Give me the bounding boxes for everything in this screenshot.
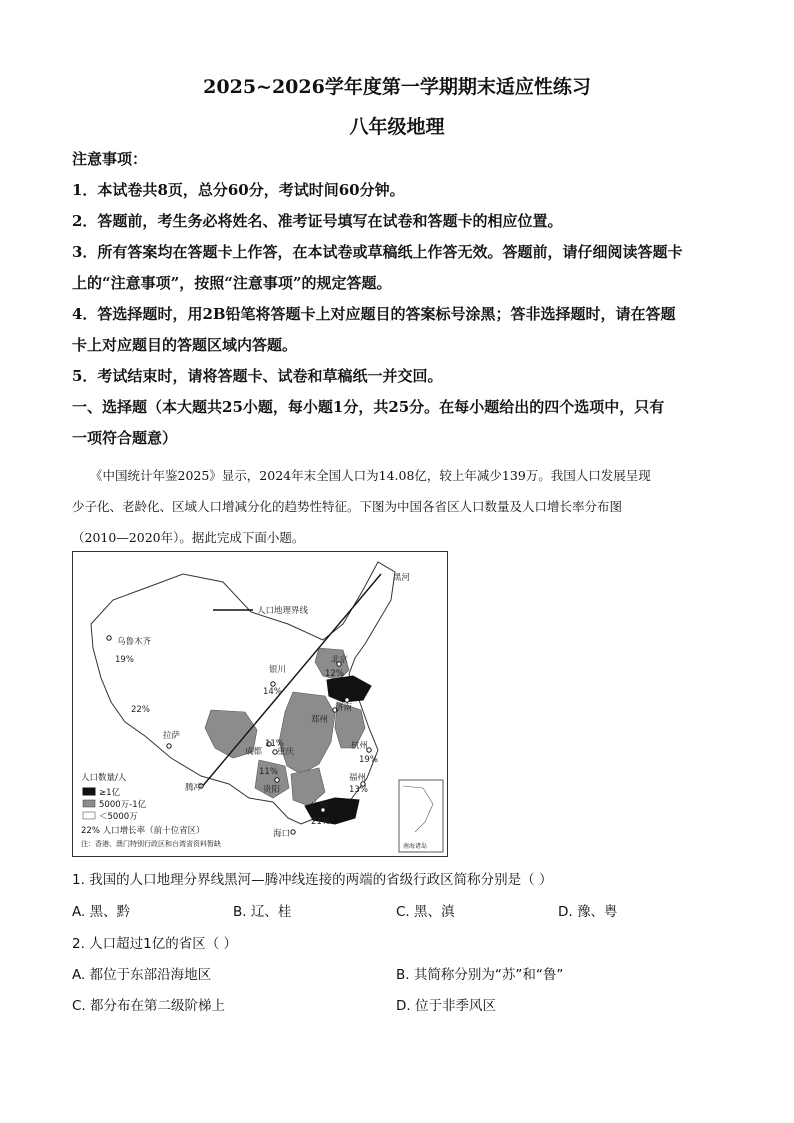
question-1-option-b: B. 辽、桂 [233,904,292,920]
south-sea-inset [399,780,443,852]
city-haikou: 海口 [273,829,291,839]
question-1-stem: 1. 我国的人口地理分界线黑河—腾冲线连接的两端的省级行政区简称分别是（ ） [72,872,553,888]
note-1: 1．本试卷共8页，总分60分，考试时间60分钟。 [72,181,405,199]
exam-subtitle: 八年级地理 [349,116,445,138]
city-guangzhou: 广州 [311,801,329,811]
legend-white: ＜5000万 [99,812,138,822]
city-guiyang: 贵阳 [263,785,281,795]
note-4b: 卡上对应题目的答题区域内答题。 [72,336,298,354]
question-2-option-c: C. 都分布在第二级阶梯上 [72,998,226,1014]
city-heihe: 黑河 [393,573,411,583]
city-zhengzhou: 郑州 [311,715,329,725]
rate-beijing: 12% [325,669,344,679]
legend-black: ≥1亿 [99,788,121,798]
city-chongqing: 重庆 [277,747,295,757]
legend-note: 注：香港、澳门特别行政区和台湾省资料暂缺 [81,840,221,848]
shandong-region [327,676,371,702]
rate-chongqing: 11% [265,739,284,749]
rate-guizhou: 11% [259,767,278,777]
legend-swatch-gray [83,800,95,807]
note-5: 5．考试结束时，请将答题卡、试卷和草稿纸一并交回。 [72,367,443,385]
question-2-option-d: D. 位于非季风区 [396,998,496,1014]
note-3a: 3．所有答案均在答题卡上作答，在本试卷或草稿纸上作答无效。答题前，请仔细阅读答题卡 [72,243,683,261]
legend-swatch-white [83,812,95,819]
city-tengchong: 腾冲 [185,783,203,793]
map-svg [73,552,447,856]
legend-swatch-black [83,788,95,795]
population-map [72,551,448,857]
city-beijing: 北京 [331,655,349,665]
city-chengdu: 成都 [245,747,263,757]
rate-ningxia: 14% [263,687,282,697]
rate-tibet: 22% [131,705,150,715]
city-yinchuan: 银川 [269,665,287,675]
rate-fujian: 13% [349,785,368,795]
notes-heading: 注意事项： [72,150,148,168]
note-4a: 4．答选择题时，用2B铅笔将答题卡上对应题目的答案标号涂黑；答非选择题时，请在答题 [72,305,676,323]
passage-line-2: 少子化、老龄化、区域人口增减分化的趋势性特征。下图为中国各省区人口数量及人口增长率分布图 [72,499,623,514]
city-fuzhou: 福州 [349,773,367,783]
note-3b: 上的“注意事项”，按照“注意事项”的规定答题。 [72,274,392,292]
inset-label: 南海诸岛 [403,843,428,850]
legend-gray: 5000万-1亿 [99,800,147,810]
passage-line-1: 《中国统计年鉴2025》显示，2024年末全国人口为14.08亿，较上年减少139万。我国人口发展呈现 [90,468,651,483]
legend-rate: 22% 人口增长率（前十位省区） [81,826,205,836]
question-1-option-a: A. 黑、黔 [72,904,131,920]
question-2-stem: 2. 人口超过1亿的省区（ ） [72,936,238,952]
city-lhasa: 拉萨 [163,731,181,741]
section-heading-2: 一项符合题意） [72,429,178,447]
exam-title: 2025~2026学年度第一学期期末适应性练习 [203,76,591,98]
rate-xinjiang: 19% [115,655,134,665]
haikou-marker [291,830,295,834]
question-2-option-a: A. 都位于东部沿海地区 [72,967,212,983]
question-1-option-c: C. 黑、滇 [396,904,455,920]
notes-section [72,144,727,454]
rate-guangdong: 21% [311,817,330,827]
note-2: 2．答题前，考生务必将姓名、准考证号填写在试卷和答题卡的相应位置。 [72,212,563,230]
question-2-option-b: B. 其简称分别为“苏”和“鲁” [396,967,564,983]
rate-zhejiang: 19% [359,755,378,765]
city-hangzhou: 杭州 [351,741,369,751]
passage-line-3: （2010—2020年）。据此完成下面小题。 [72,530,305,545]
passage [72,460,727,553]
legend-title: 人口数量/人 [81,773,127,783]
guiyang-marker [275,778,279,782]
city-urumqi: 乌鲁木齐 [117,637,152,647]
jinan-marker [345,698,349,702]
section-heading-1: 一、选择题（本大题共25小题，每小题1分，共25分。在每小题给出的四个选项中，只有 [72,398,665,416]
hu-line-label: 人口地理界线 [257,606,309,616]
city-jinan: 济南 [335,703,353,713]
question-1-option-d: D. 豫、粤 [558,904,618,920]
